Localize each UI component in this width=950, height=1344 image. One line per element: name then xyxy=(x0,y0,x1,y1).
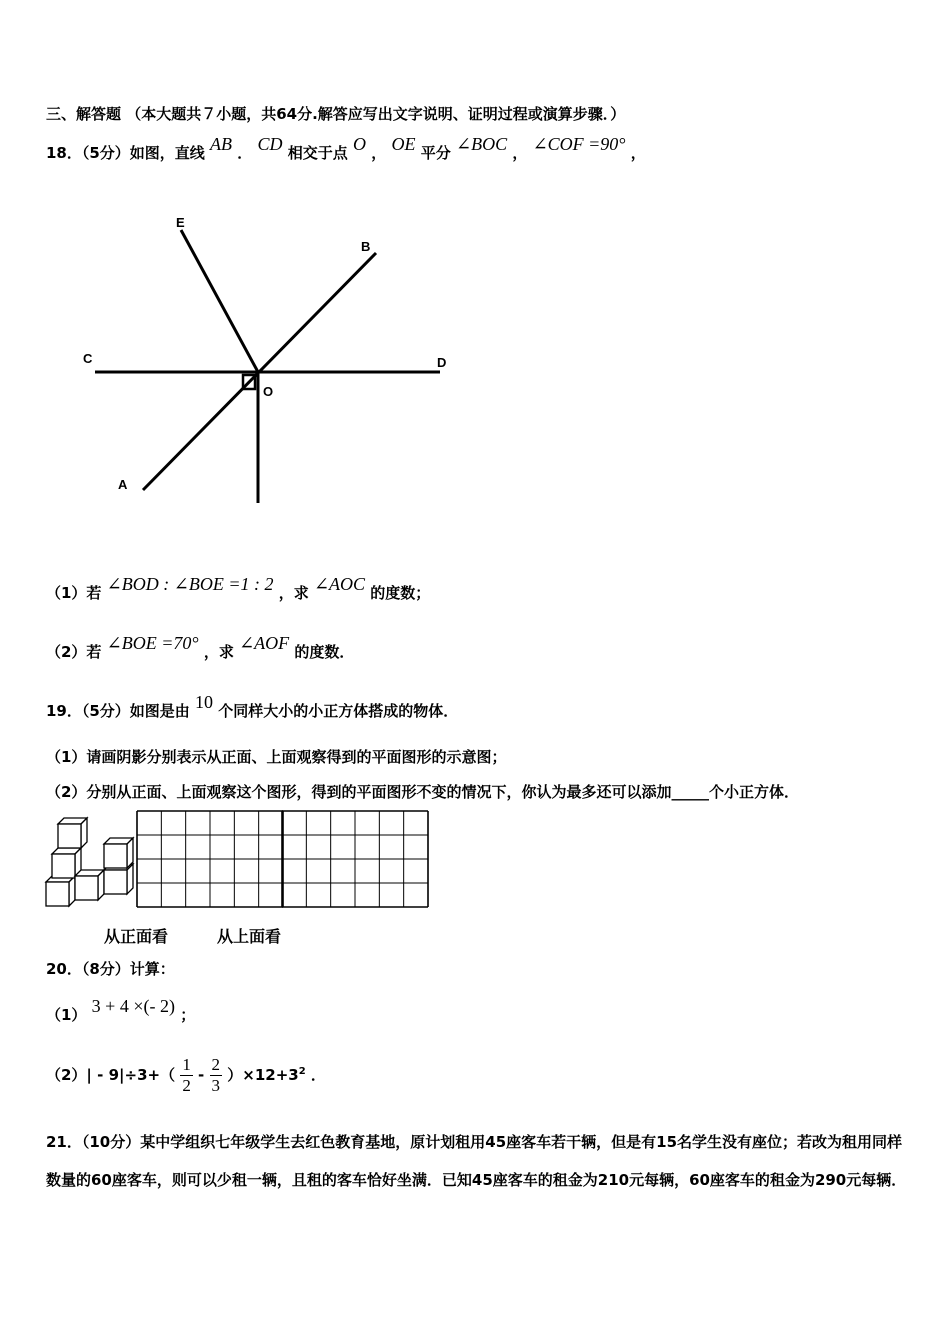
q19-prefix: 19．（5分）如图是由 xyxy=(46,702,190,720)
q18-math-boc: ∠BOC xyxy=(456,134,508,154)
q20-part2-end: ． xyxy=(310,1066,326,1084)
label-e: E xyxy=(176,215,185,230)
q20-part1-label: （1） xyxy=(46,1006,87,1024)
q18-part1-math: ∠BOD : ∠BOE =1 : 2 xyxy=(106,574,274,594)
q18-part1 xyxy=(46,574,431,603)
q19-grid-front xyxy=(136,810,284,908)
fraction-numerator: 2 xyxy=(211,1055,221,1074)
q18-part2 xyxy=(46,633,355,662)
cube xyxy=(58,818,87,848)
fraction-denominator: 3 xyxy=(211,1076,221,1095)
q20-part1-expr: 3 + 4 ×(- 2) xyxy=(91,996,175,1016)
q18-comma: ， xyxy=(630,144,646,162)
caption-front-view: 从正面看 xyxy=(104,927,169,946)
q18-part2-mid: ，求 xyxy=(203,643,234,661)
line-oe xyxy=(181,230,258,372)
cube xyxy=(104,838,133,868)
section-title: 三、解答题 （本大题共７小题，共64分.解答应写出文字说明、证明过程或演算步骤．） xyxy=(46,105,626,123)
fraction-numerator: 1 xyxy=(182,1055,191,1074)
q19-part1: （1）请画阴影分别表示从正面、上面观察得到的平面图形的示意图； xyxy=(46,748,507,766)
q19-count: 10 xyxy=(195,692,214,712)
q18-part1-math2: ∠AOC xyxy=(313,574,366,594)
minus-sign: - xyxy=(198,1066,205,1084)
label-d: D xyxy=(437,355,447,370)
label-a: A xyxy=(118,477,128,492)
q18-part2-prefix: （2）若 xyxy=(46,643,102,661)
cube xyxy=(75,870,104,900)
q19-stem xyxy=(46,692,459,721)
q18-bisect-text: 平分 xyxy=(420,144,451,162)
q18-part2-math: ∠BOE =70° xyxy=(106,633,199,653)
q18-part2-suffix: 的度数． xyxy=(294,643,355,661)
q18-math-cof: ∠COF =90° xyxy=(532,134,626,154)
q18-math-oe: OE xyxy=(391,134,416,154)
q18-figure xyxy=(60,205,530,515)
q19-grid-top xyxy=(281,810,429,908)
q18-math-o: O xyxy=(353,134,367,154)
label-c: C xyxy=(83,351,93,366)
q18-part1-suffix: 的度数； xyxy=(370,584,431,602)
q18-sep: ． xyxy=(237,144,253,162)
cube xyxy=(46,876,75,906)
q19-cubes-figure xyxy=(44,812,139,912)
q20-title: 20．（8分）计算： xyxy=(46,960,175,978)
q20-part2 xyxy=(46,1050,326,1094)
q18-comma: ， xyxy=(371,144,387,162)
q18-comma: ， xyxy=(512,144,528,162)
q20-part1-end: ； xyxy=(180,1006,196,1024)
exponent: 2 xyxy=(298,1066,306,1077)
fraction-one-half xyxy=(180,1055,193,1096)
q18-part1-prefix: （1）若 xyxy=(46,584,102,602)
q20-part2-tail: ）×12+3 xyxy=(227,1066,299,1084)
fraction-two-thirds xyxy=(210,1055,223,1096)
q19-suffix: 个同样大小的小正方体搭成的物体． xyxy=(218,702,459,720)
q18-part1-mid: ，求 xyxy=(278,584,309,602)
caption-top-view: 从上面看 xyxy=(217,927,282,946)
q21-text: 21．（10分）某中学组织七年级学生去红色教育基地，原计划租用45座客车若干辆，但是有15名学生没有座位；若改为租用同样数量的60座客车，则可以少租一辆，且租的客车恰好坐满．已知45座客车的租金为210元每辆，60座客车的租金为290元每辆． xyxy=(46,1133,907,1189)
q18-intersect-text: 相交于点 xyxy=(287,144,348,162)
fraction-denominator: 2 xyxy=(182,1076,191,1095)
q18-part2-math2: ∠AOF xyxy=(239,633,290,653)
label-o: O xyxy=(263,384,274,399)
cube-stack xyxy=(46,818,133,906)
q18-math-ab: AB xyxy=(210,134,233,154)
q18-math-cd: CD xyxy=(257,134,283,154)
q20-part1 xyxy=(46,996,196,1025)
q18-number: 18．（5分）如图，直线 xyxy=(46,144,205,162)
q20-part2-label: （2）| - 9|÷3+（ xyxy=(46,1066,176,1084)
q19-part2: （2）分别从正面、上面观察这个图形，得到的平面图形不变的情况下，你认为最多还可以添加_____个小正方体． xyxy=(46,783,799,801)
label-b: B xyxy=(361,239,371,254)
q18-stem xyxy=(46,134,646,163)
